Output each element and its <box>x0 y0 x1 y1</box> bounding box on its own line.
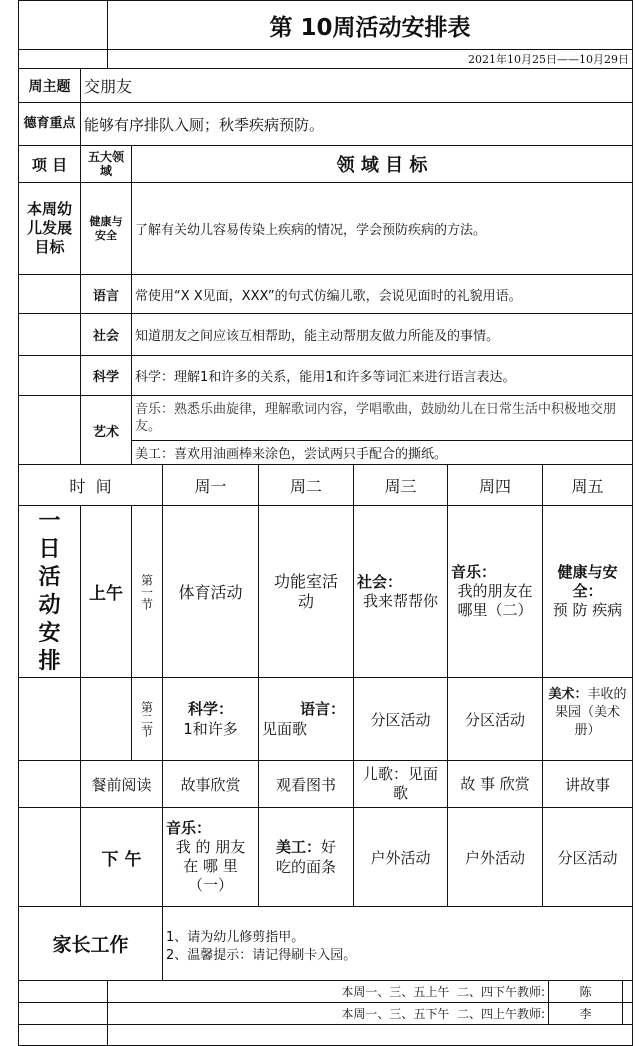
page-title: 第 10周活动安排表 <box>107 0 633 50</box>
afternoon-fri: 分区活动 <box>542 807 633 907</box>
goals-blank-cell-social <box>18 313 81 356</box>
afternoon-label: 下 午 <box>80 807 163 907</box>
period2-mon-text: 1和许多 <box>183 720 238 738</box>
date-range: 2021年10月25日——10月29日 <box>107 49 633 69</box>
period2-wed: 分区活动 <box>353 677 448 761</box>
moral-value: 能够有序排队入厕；秋季疾病预防。 <box>80 102 633 146</box>
afternoon-mon-text: 我 的 朋友 在 哪 里（一） <box>175 838 246 894</box>
day-header-tue: 周二 <box>258 464 354 506</box>
period1-thu <box>447 505 543 678</box>
period2-tue <box>258 677 354 761</box>
theme-value: 交朋友 <box>80 68 633 103</box>
goals-blank-cell-language <box>18 274 81 314</box>
footer-blank-cell-2 <box>107 1024 633 1046</box>
parents-work-item-1: 1、请为幼儿修剪指甲。 <box>166 930 305 945</box>
afternoon-thu: 户外活动 <box>447 807 543 907</box>
domain-science: 科学 <box>80 355 132 396</box>
teacher-row-1-name: 陈 <box>548 980 623 1003</box>
period1-fri <box>542 505 633 678</box>
day-header-wed: 周三 <box>353 464 448 506</box>
reading-wed: 儿歌：见面歌 <box>353 760 448 808</box>
reading-fri: 讲故事 <box>542 760 633 808</box>
morning-label: 上午 <box>80 505 132 678</box>
period2-mon-subject: 科学： <box>187 700 233 718</box>
goal-language: 常使用“X X见面，XXX”的句式仿编儿歌，会说见面时的礼貌用语。 <box>131 274 633 314</box>
period1-wed-text: 我来帮帮你 <box>362 591 438 610</box>
period2-tue-text: 见面歌 <box>262 720 308 738</box>
footer-blank-cell-1 <box>18 1024 108 1046</box>
teacher-row-2-end-cell <box>622 1002 633 1025</box>
afternoon-blank-cell <box>18 807 81 907</box>
afternoon-mon <box>162 807 259 907</box>
goals-blank-cell-science <box>18 355 81 396</box>
theme-label: 周主题 <box>18 68 81 103</box>
teacher-blank-cell-1 <box>18 980 108 1003</box>
period1-mon: 体育活动 <box>162 505 259 678</box>
moral-label: 德育重点 <box>18 102 81 146</box>
period2-thu: 分区活动 <box>447 677 543 761</box>
period2-blank-cell-2 <box>80 677 132 761</box>
period2-fri <box>542 677 633 761</box>
parents-work-item-2: 2、温馨提示：请记得刷卡入园。 <box>166 948 357 963</box>
day-header-thu: 周四 <box>447 464 543 506</box>
period-2-label <box>131 677 163 761</box>
period1-wed <box>353 505 448 678</box>
daily-activities-label: 一日活动安排 <box>18 505 81 678</box>
goal-art-fine-art: 美工：喜欢用油画棒来涂色，尝试两只手配合的撕纸。 <box>131 440 633 465</box>
date-blank-cell <box>18 49 108 69</box>
goals-blank-cell-art <box>18 395 81 465</box>
goal-science: 科学：理解1和许多的关系，能用1和许多等词汇来进行语言表达。 <box>131 355 633 396</box>
teacher-blank-cell-2 <box>18 1002 108 1025</box>
afternoon-tue-text: 好吃的面条 <box>275 838 337 876</box>
teacher-row-2-name: 李 <box>548 1002 623 1025</box>
goal-art-music: 音乐：熟悉乐曲旋律，理解歌词内容，学唱歌曲，鼓励幼儿在日常生活中积极地交朋友。 <box>131 395 633 441</box>
period2-mon <box>162 677 259 761</box>
goal-social: 知道朋友之间应该互相帮助，能主动帮朋友做力所能及的事情。 <box>131 313 633 356</box>
domain-language: 语言 <box>80 274 132 314</box>
header-blank-cell <box>18 0 108 50</box>
reading-blank-cell <box>18 760 81 808</box>
period1-wed-subject: 社会： <box>357 572 403 591</box>
domain-goals-header: 领 域 目 标 <box>131 145 633 183</box>
period2-tue-subject: 语言： <box>299 700 345 718</box>
day-header-mon: 周一 <box>162 464 259 506</box>
period-1-text: 第一节 <box>139 573 154 610</box>
period1-tue: 功能室活动 <box>258 505 354 678</box>
reading-mon: 故事欣赏 <box>162 760 259 808</box>
period1-thu-subject: 音乐： <box>451 563 497 581</box>
parents-work-label: 家长工作 <box>18 906 163 981</box>
period1-fri-subject: 健康与安全： <box>557 563 618 600</box>
afternoon-mon-subject: 音乐： <box>166 819 212 837</box>
period1-thu-text: 我的朋友在哪里（二） <box>457 582 533 619</box>
afternoon-wed: 户外活动 <box>353 807 448 907</box>
day-header-fri: 周五 <box>542 464 633 506</box>
reading-thu: 故 事 欣赏 <box>447 760 543 808</box>
domains-header: 五大领域 <box>80 145 132 183</box>
period2-blank-cell <box>18 677 81 761</box>
domain-social: 社会 <box>80 313 132 356</box>
domain-health: 健康与安全 <box>80 182 132 275</box>
development-goals-label: 本周幼儿发展目标 <box>18 182 81 275</box>
reading-tue: 观看图书 <box>258 760 354 808</box>
afternoon-tue-subject: 美工： <box>275 838 321 856</box>
goal-health: 了解有关幼儿容易传染上疾病的情况，学会预防疾病的方法。 <box>131 182 633 275</box>
period2-fri-subject: 美术： <box>548 687 588 702</box>
item-header: 项 目 <box>18 145 81 183</box>
period2-fri-text: 丰收的果园（美术册） <box>554 687 627 738</box>
time-header: 时 间 <box>18 464 163 506</box>
period-1-label <box>131 505 163 678</box>
period1-fri-text: 预 防 疾病 <box>552 601 623 619</box>
period-2-text: 第二节 <box>139 701 154 737</box>
afternoon-tue <box>258 807 354 907</box>
domain-art: 艺术 <box>80 395 132 465</box>
teacher-row-1-text: 本周一、三、五上午 二、四下午教师: <box>107 980 549 1003</box>
parents-work-content <box>162 906 633 981</box>
teacher-row-2-text: 本周一、三、五下午 二、四上午教师: <box>107 1002 549 1025</box>
teacher-row-1-end-cell <box>622 980 633 1003</box>
reading-label: 餐前阅读 <box>80 760 163 808</box>
